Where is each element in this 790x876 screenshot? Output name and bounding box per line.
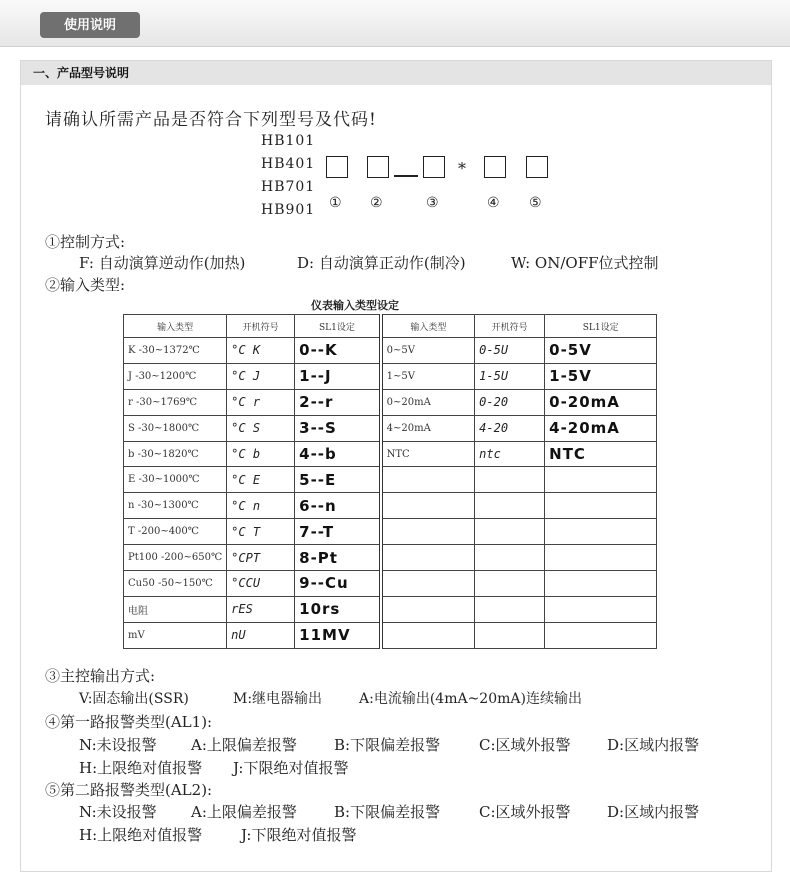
empty-cell bbox=[381, 545, 475, 571]
input-type-cell: b -30~1820℃ bbox=[124, 441, 227, 467]
startup-symbol-cell: ntc bbox=[475, 441, 545, 467]
input-type-cell: NTC bbox=[381, 441, 475, 467]
table-row bbox=[124, 519, 657, 545]
input-type-cell: E -30~1000℃ bbox=[124, 467, 227, 493]
startup-symbol-cell: °CPT bbox=[227, 545, 295, 571]
code-dash bbox=[394, 175, 418, 177]
alarm1-option: A:上限偏差报警 bbox=[191, 736, 297, 754]
code-box-2 bbox=[367, 156, 389, 178]
input-type-cell: 0~20mA bbox=[381, 389, 475, 415]
empty-cell bbox=[475, 467, 545, 493]
table-title: 仪表输入类型设定 bbox=[311, 300, 399, 312]
sl1-setting-cell: 2--r bbox=[295, 389, 381, 415]
table-row bbox=[124, 467, 657, 493]
sl1-setting-cell: 7--T bbox=[295, 519, 381, 545]
input-type-cell: n -30~1300℃ bbox=[124, 493, 227, 519]
control-method-title: ①控制方式: bbox=[45, 233, 126, 251]
sl1-setting-cell: 10rs bbox=[295, 596, 381, 622]
startup-symbol-cell: °C b bbox=[227, 441, 295, 467]
sl1-setting-cell: 0-5V bbox=[545, 338, 657, 364]
intro-text: 请确认所需产品是否符合下列型号及代码! bbox=[45, 110, 377, 130]
sl1-setting-cell: 8-Pt bbox=[295, 545, 381, 571]
input-type-cell: T -200~400℃ bbox=[124, 519, 227, 545]
alarm2-option: A:上限偏差报警 bbox=[191, 803, 297, 821]
code-box-1 bbox=[326, 156, 348, 178]
main-output-option: M:继电器输出 bbox=[233, 691, 323, 707]
startup-symbol-cell: rES bbox=[227, 596, 295, 622]
table-row bbox=[124, 545, 657, 571]
column-header: 输入类型 bbox=[381, 315, 475, 338]
startup-symbol-cell: °CCU bbox=[227, 571, 295, 597]
control-option: W: ON/OFF位式控制 bbox=[511, 254, 659, 272]
code-star: * bbox=[458, 159, 466, 178]
empty-cell bbox=[545, 519, 657, 545]
product-model-panel bbox=[20, 60, 772, 872]
alarm2-option: D:区域内报警 bbox=[607, 803, 700, 821]
empty-cell bbox=[381, 519, 475, 545]
column-header: SL1设定 bbox=[545, 315, 657, 338]
alarm2-option: H:上限绝对值报警 bbox=[79, 826, 203, 844]
position-marker: ⑤ bbox=[529, 195, 542, 211]
startup-symbol-cell: °C T bbox=[227, 519, 295, 545]
main-output-option: A:电流输出(4mA~20mA)连续输出 bbox=[359, 691, 582, 707]
startup-symbol-cell: °C r bbox=[227, 389, 295, 415]
empty-cell bbox=[475, 519, 545, 545]
alarm2-title: ⑤第二路报警类型(AL2): bbox=[45, 781, 213, 799]
input-type-cell: 电阻 bbox=[124, 596, 227, 622]
input-type-cell: Pt100 -200~650℃ bbox=[124, 545, 227, 571]
code-box-5 bbox=[526, 156, 548, 178]
alarm1-option: B:下限偏差报警 bbox=[334, 736, 441, 754]
startup-symbol-cell: nU bbox=[227, 622, 295, 648]
empty-cell bbox=[475, 596, 545, 622]
usage-instructions-tab[interactable]: 使用说明 bbox=[40, 12, 140, 38]
control-option: D: 自动演算正动作(制冷) bbox=[297, 254, 466, 272]
input-type-cell: 0~5V bbox=[381, 338, 475, 364]
sl1-setting-cell: 4--b bbox=[295, 441, 381, 467]
sl1-setting-cell: 1--J bbox=[295, 363, 381, 389]
alarm2-option: N:未设报警 bbox=[79, 803, 157, 821]
sl1-setting-cell: 6--n bbox=[295, 493, 381, 519]
startup-symbol-cell: °C K bbox=[227, 338, 295, 364]
startup-symbol-cell: 1-5U bbox=[475, 363, 545, 389]
input-type-cell: 1~5V bbox=[381, 363, 475, 389]
sl1-setting-cell: 1-5V bbox=[545, 363, 657, 389]
table-row bbox=[124, 493, 657, 519]
table-row bbox=[124, 363, 657, 389]
table-row bbox=[124, 415, 657, 441]
empty-cell bbox=[381, 493, 475, 519]
empty-cell bbox=[545, 545, 657, 571]
table-header-row bbox=[124, 315, 657, 338]
sl1-setting-cell: NTC bbox=[545, 441, 657, 467]
empty-cell bbox=[545, 622, 657, 648]
model-code: HB401 bbox=[261, 156, 316, 172]
empty-cell bbox=[381, 596, 475, 622]
input-type-cell: r -30~1769℃ bbox=[124, 389, 227, 415]
table-row bbox=[124, 389, 657, 415]
column-header: SL1设定 bbox=[295, 315, 381, 338]
alarm2-option: B:下限偏差报警 bbox=[334, 803, 441, 821]
header-band bbox=[0, 0, 790, 47]
column-header: 输入类型 bbox=[124, 315, 227, 338]
alarm1-option: D:区域内报警 bbox=[607, 736, 700, 754]
sl1-setting-cell: 0-20mA bbox=[545, 389, 657, 415]
model-code: HB101 bbox=[261, 133, 316, 149]
empty-cell bbox=[381, 622, 475, 648]
alarm1-title: ④第一路报警类型(AL1): bbox=[45, 713, 213, 731]
position-marker: ① bbox=[329, 195, 342, 211]
sl1-setting-cell: 11MV bbox=[295, 622, 381, 648]
table-row bbox=[124, 441, 657, 467]
empty-cell bbox=[545, 596, 657, 622]
control-option: F: 自动演算逆动作(加热) bbox=[79, 254, 246, 272]
position-marker: ③ bbox=[426, 195, 439, 211]
main-output-option: V:固态输出(SSR) bbox=[79, 691, 189, 707]
empty-cell bbox=[545, 571, 657, 597]
column-header: 开机符号 bbox=[475, 315, 545, 338]
model-code: HB701 bbox=[261, 179, 316, 195]
empty-cell bbox=[475, 493, 545, 519]
input-type-cell: mV bbox=[124, 622, 227, 648]
table-row bbox=[124, 622, 657, 648]
alarm1-option: N:未设报警 bbox=[79, 736, 157, 754]
alarm1-option: H:上限绝对值报警 bbox=[79, 759, 203, 777]
input-type-cell: 4~20mA bbox=[381, 415, 475, 441]
empty-cell bbox=[381, 467, 475, 493]
alarm1-option: C:区域外报警 bbox=[479, 736, 571, 754]
sl1-setting-cell: 5--E bbox=[295, 467, 381, 493]
alarm2-option: J:下限绝对值报警 bbox=[241, 826, 357, 844]
model-code: HB901 bbox=[261, 202, 316, 218]
startup-symbol-cell: °C J bbox=[227, 363, 295, 389]
sl1-setting-cell: 0--K bbox=[295, 338, 381, 364]
startup-symbol-cell: 4-20 bbox=[475, 415, 545, 441]
empty-cell bbox=[475, 622, 545, 648]
position-marker: ④ bbox=[487, 195, 500, 211]
input-type-cell: Cu50 -50~150℃ bbox=[124, 571, 227, 597]
section-title: 一、产品型号说明 bbox=[21, 61, 771, 85]
empty-cell bbox=[545, 493, 657, 519]
empty-cell bbox=[545, 467, 657, 493]
startup-symbol-cell: °C E bbox=[227, 467, 295, 493]
position-marker: ② bbox=[370, 195, 383, 211]
alarm1-option: J:下限绝对值报警 bbox=[233, 759, 349, 777]
input-type-cell: K -30~1372℃ bbox=[124, 338, 227, 364]
startup-symbol-cell: 0-5U bbox=[475, 338, 545, 364]
sl1-setting-cell: 9--Cu bbox=[295, 571, 381, 597]
input-type-title: ②输入类型: bbox=[45, 276, 126, 294]
input-type-table bbox=[123, 314, 657, 649]
main-output-title: ③主控输出方式: bbox=[45, 667, 156, 685]
startup-symbol-cell: °C S bbox=[227, 415, 295, 441]
startup-symbol-cell: °C n bbox=[227, 493, 295, 519]
alarm2-option: C:区域外报警 bbox=[479, 803, 571, 821]
empty-cell bbox=[381, 571, 475, 597]
empty-cell bbox=[475, 545, 545, 571]
input-type-cell: S -30~1800℃ bbox=[124, 415, 227, 441]
code-box-3 bbox=[423, 156, 445, 178]
startup-symbol-cell: 0-20 bbox=[475, 389, 545, 415]
table-row bbox=[124, 596, 657, 622]
code-box-4 bbox=[484, 156, 506, 178]
table-row bbox=[124, 571, 657, 597]
column-header: 开机符号 bbox=[227, 315, 295, 338]
empty-cell bbox=[475, 571, 545, 597]
input-type-cell: J -30~1200℃ bbox=[124, 363, 227, 389]
table-row bbox=[124, 338, 657, 364]
sl1-setting-cell: 3--S bbox=[295, 415, 381, 441]
sl1-setting-cell: 4-20mA bbox=[545, 415, 657, 441]
